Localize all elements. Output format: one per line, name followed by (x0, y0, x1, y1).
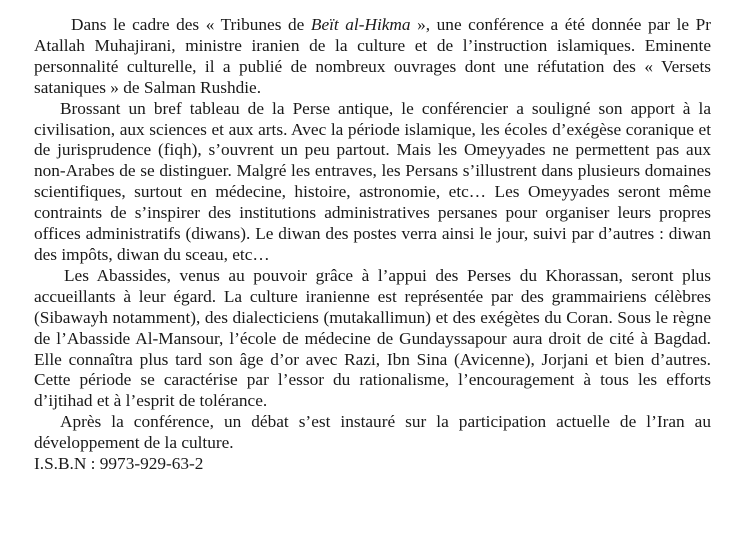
paragraph-intro (34, 15, 711, 99)
isbn-line: I.S.B.N : 9973-929-63-2 (34, 454, 204, 474)
intro-text-end: », une conférence a été donnée par le Pr Atallah Muhajirani, ministre iranien de la culture et de l’instruction islamiques. Eminente personnalité culturelle, il a publié de nombreux ouvrages dont une réfutation des « Versets sataniques » de Salman Rushdie. (34, 15, 712, 97)
italic-title: Beït al-Hikma (310, 15, 411, 34)
intro-text-start: Dans le cadre des « Tribunes de (71, 15, 311, 34)
paragraph-debate: Après la conférence, un débat s’est instauré sur la participation actuelle de l’Iran au développement de la culture. (34, 412, 711, 453)
paragraph-ancient-persia: Brossant un bref tableau de la Perse antique, le conférencier a souligné son apport à la civilisation, aux sciences et aux arts. Avec la période islamique, les écoles d’exégèse coranique et de jurisprudence (fiqh), s’ouvrent un peu partout. Mais les Omeyyades ne permettent pas aux non-Arabes de se distinguer. Malgré les entraves, les Persans s’illustrent dans plusieurs domaines scientifiques, surtout en médecine, histoire, astronomie, etc… Les Omeyyades seront même contraints de s’inspirer des institutions administratives persanes pour organiser leurs propres offices administratifs (diwans). Le diwan des postes verra ainsi le jour, suivi par d’autres : diwan des impôts, diwan du sceau, etc… (34, 98, 711, 264)
document-page (34, 15, 711, 475)
paragraph-abbasids: Les Abassides, venus au pouvoir grâce à l’appui des Perses du Khorassan, seront plus accueillants à leur égard. La culture iranienne est représentée par des grammairiens célèbres (Sibawayh notamment), des dialecticiens (mutakallimun) et des exégètes du Coran. Sous le règne de l’Abasside Al-Mansour, l’école de médecine de Gundayssapour aura droit de cité à Bagdad. Elle connaîtra plus tard son âge d’or avec Razi, Ibn Sina (Avicenne), Jorjani et bien d’autres. Cette période se caractérise par l’essor du rationalisme, l’encouragement à tous les efforts d’ijtihad et à l’esprit de tolérance. (34, 265, 711, 411)
